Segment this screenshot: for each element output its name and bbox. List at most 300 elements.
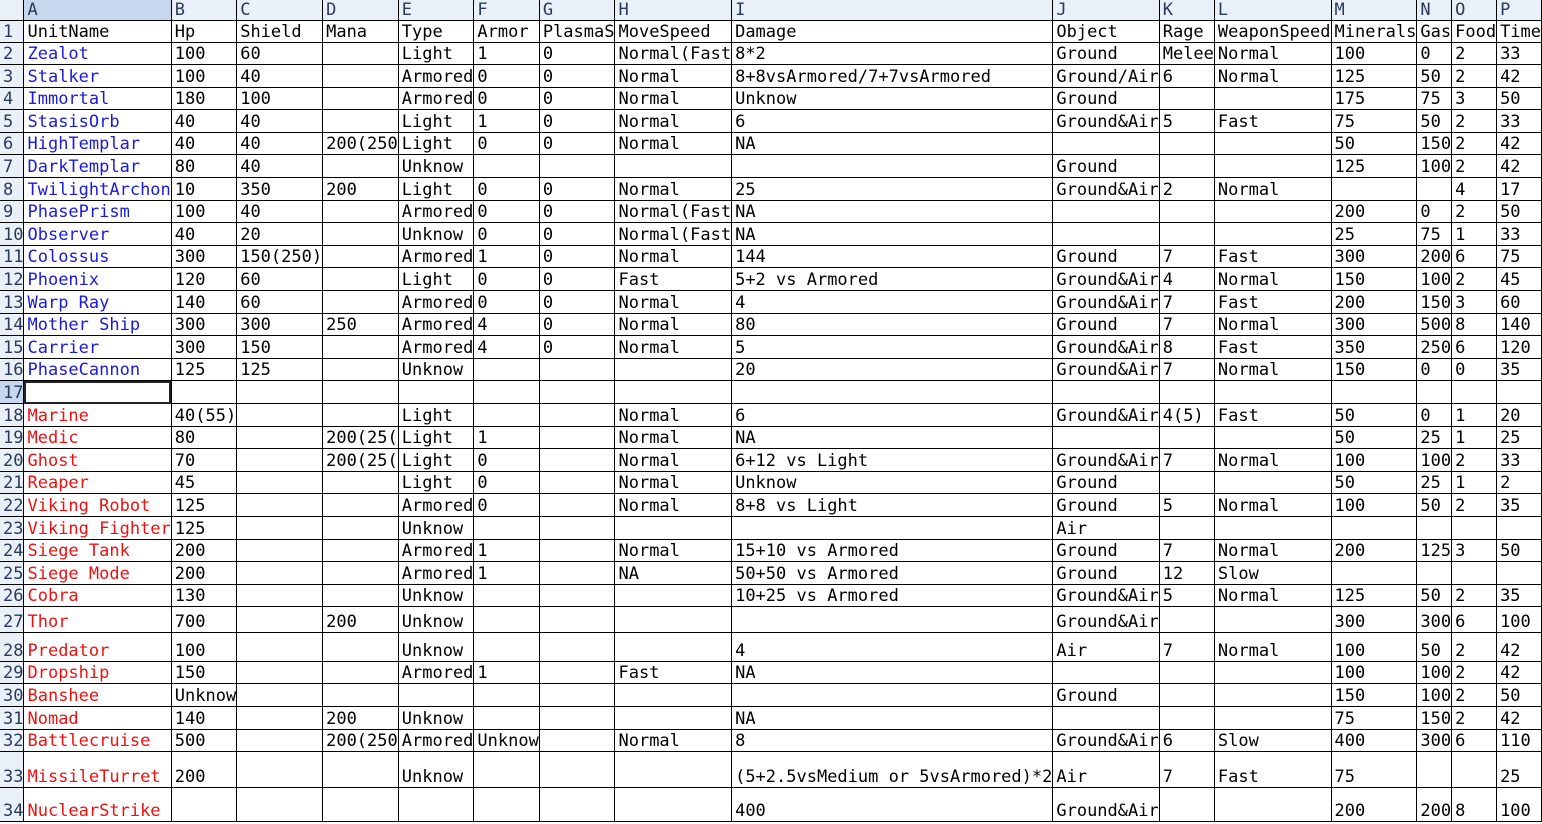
cell[interactable]: 100	[1417, 449, 1452, 472]
cell[interactable]	[237, 729, 323, 752]
cell[interactable]	[1214, 516, 1331, 539]
cell[interactable]: 2	[1452, 42, 1497, 65]
cell[interactable]: Normal	[615, 449, 732, 472]
cell[interactable]: NA	[732, 223, 1053, 246]
cell[interactable]	[323, 539, 399, 562]
cell[interactable]: 4	[474, 313, 539, 336]
cell[interactable]: 75	[1417, 87, 1452, 110]
cell[interactable]	[1452, 516, 1497, 539]
cell[interactable]: Light	[398, 449, 474, 472]
cell[interactable]: 2	[1452, 155, 1497, 178]
cell[interactable]	[1331, 562, 1417, 585]
cell[interactable]	[1214, 607, 1331, 633]
cell[interactable]: 2	[1452, 684, 1497, 707]
cell[interactable]: 2	[1497, 471, 1542, 494]
cell[interactable]	[323, 155, 399, 178]
cell[interactable]: 0	[539, 336, 615, 359]
cell[interactable]	[732, 607, 1053, 633]
cell[interactable]: 0	[1417, 358, 1452, 381]
cell[interactable]	[1214, 471, 1331, 494]
cell[interactable]: Fast	[1214, 245, 1331, 268]
cell[interactable]: 4(5)	[1159, 404, 1214, 427]
row-header[interactable]: 32	[0, 729, 24, 752]
cell[interactable]	[539, 471, 615, 494]
cell[interactable]	[615, 358, 732, 381]
cell[interactable]	[474, 584, 539, 607]
cell[interactable]: 50	[1497, 684, 1542, 707]
column-header-i[interactable]: I	[732, 0, 1053, 20]
row-header[interactable]: 6	[0, 132, 24, 155]
cell[interactable]: 0	[539, 178, 615, 201]
cell[interactable]: 50	[1331, 426, 1417, 449]
cell[interactable]: Ground&Air	[1053, 358, 1159, 381]
cell[interactable]	[1214, 381, 1331, 404]
cell[interactable]: 1	[1452, 426, 1497, 449]
cell[interactable]	[1053, 200, 1159, 223]
cell[interactable]: 60	[1497, 291, 1542, 314]
cell[interactable]: Ground	[1053, 539, 1159, 562]
cell[interactable]: Ground	[1053, 684, 1159, 707]
cell[interactable]: 200	[171, 562, 236, 585]
cell[interactable]: Light	[398, 404, 474, 427]
cell[interactable]: 100	[237, 87, 323, 110]
cell[interactable]	[1417, 516, 1452, 539]
cell[interactable]: 75	[1331, 752, 1417, 788]
cell[interactable]: 200	[323, 178, 399, 201]
cell[interactable]: NA	[615, 562, 732, 585]
cell[interactable]	[539, 607, 615, 633]
cell[interactable]: 2	[1452, 200, 1497, 223]
cell[interactable]: Unknow	[398, 607, 474, 633]
unit-name-cell[interactable]: Banshee	[24, 684, 171, 707]
cell[interactable]: Light	[398, 132, 474, 155]
cell[interactable]	[398, 788, 474, 822]
column-header-o[interactable]: O	[1452, 0, 1497, 20]
cell[interactable]	[237, 662, 323, 684]
cell[interactable]: Normal	[615, 313, 732, 336]
row-header[interactable]: 27	[0, 607, 24, 633]
cell[interactable]: Unknow	[398, 752, 474, 788]
cell[interactable]: 2	[1452, 633, 1497, 662]
cell[interactable]: Unknow	[171, 684, 236, 707]
cell[interactable]: Hp	[171, 20, 236, 42]
cell[interactable]: Normal	[615, 426, 732, 449]
cell[interactable]: Unknow	[732, 471, 1053, 494]
cell[interactable]: 35	[1497, 358, 1542, 381]
cell[interactable]: 100	[1331, 633, 1417, 662]
cell[interactable]: 200(250	[323, 729, 399, 752]
cell[interactable]: 5	[732, 336, 1053, 359]
cell[interactable]	[539, 788, 615, 822]
cell[interactable]	[323, 788, 399, 822]
row-header[interactable]: 30	[0, 684, 24, 707]
cell[interactable]: Fast	[1214, 291, 1331, 314]
cell[interactable]: 200	[171, 752, 236, 788]
cell[interactable]	[1214, 132, 1331, 155]
cell[interactable]: 100	[1331, 662, 1417, 684]
cell[interactable]: Armored	[398, 662, 474, 684]
cell[interactable]: 8+8 vs Light	[732, 494, 1053, 517]
cell[interactable]: Air	[1053, 633, 1159, 662]
row-header[interactable]: 8	[0, 178, 24, 201]
cell[interactable]	[323, 471, 399, 494]
cell[interactable]: 0	[539, 268, 615, 291]
cell[interactable]: Ground&Air	[1053, 110, 1159, 133]
cell[interactable]: 80	[171, 426, 236, 449]
cell[interactable]: 0	[474, 268, 539, 291]
cell[interactable]	[615, 752, 732, 788]
cell[interactable]	[474, 633, 539, 662]
cell[interactable]	[237, 494, 323, 517]
cell[interactable]	[1159, 684, 1214, 707]
cell[interactable]: Normal	[1214, 449, 1331, 472]
cell[interactable]: 7	[1159, 291, 1214, 314]
row-header[interactable]: 33	[0, 752, 24, 788]
cell[interactable]: 200	[323, 607, 399, 633]
cell[interactable]: Air	[1053, 516, 1159, 539]
cell[interactable]: 0	[474, 449, 539, 472]
cell[interactable]	[1159, 706, 1214, 729]
cell[interactable]	[615, 684, 732, 707]
cell[interactable]: Normal	[1214, 313, 1331, 336]
unit-name-cell[interactable]: NuclearStrike	[24, 788, 171, 822]
row-header[interactable]: 21	[0, 471, 24, 494]
cell[interactable]: 1	[474, 426, 539, 449]
cell[interactable]: Normal	[615, 494, 732, 517]
cell[interactable]: Normal	[1214, 358, 1331, 381]
cell[interactable]	[171, 381, 236, 404]
cell[interactable]	[1214, 684, 1331, 707]
cell[interactable]: 8	[1159, 336, 1214, 359]
row-header[interactable]: 2	[0, 42, 24, 65]
cell[interactable]: 50	[1331, 404, 1417, 427]
cell[interactable]: 2	[1452, 132, 1497, 155]
cell[interactable]: 33	[1497, 223, 1542, 246]
cell[interactable]	[1417, 752, 1452, 788]
cell[interactable]: 15+10 vs Armored	[732, 539, 1053, 562]
cell[interactable]: 1	[474, 42, 539, 65]
cell[interactable]: 0	[539, 245, 615, 268]
cell[interactable]: 7	[1159, 752, 1214, 788]
cell[interactable]: Normal	[615, 291, 732, 314]
cell[interactable]: Normal	[1214, 178, 1331, 201]
cell[interactable]: 100	[1417, 268, 1452, 291]
cell[interactable]	[474, 788, 539, 822]
cell[interactable]: Normal(Fast	[615, 200, 732, 223]
unit-name-cell[interactable]: Cobra	[24, 584, 171, 607]
cell[interactable]	[732, 516, 1053, 539]
cell[interactable]: 50	[1417, 494, 1452, 517]
cell[interactable]	[1452, 752, 1497, 788]
cell[interactable]: 7	[1159, 245, 1214, 268]
unit-name-cell[interactable]: Predator	[24, 633, 171, 662]
cell[interactable]	[323, 494, 399, 517]
cell[interactable]: 33	[1497, 449, 1542, 472]
cell[interactable]	[539, 729, 615, 752]
row-header[interactable]: 24	[0, 539, 24, 562]
cell[interactable]: Ground&Air	[1053, 268, 1159, 291]
cell[interactable]	[323, 752, 399, 788]
cell[interactable]: 50+50 vs Armored	[732, 562, 1053, 585]
cell[interactable]: 200	[1331, 291, 1417, 314]
cell[interactable]: 50	[1417, 65, 1452, 88]
cell[interactable]: Rage	[1159, 20, 1214, 42]
cell[interactable]	[1497, 562, 1542, 585]
cell[interactable]: Normal	[615, 404, 732, 427]
cell[interactable]: Normal	[1214, 268, 1331, 291]
cell[interactable]: Melee	[1159, 42, 1214, 65]
cell[interactable]	[323, 291, 399, 314]
unit-name-cell[interactable]: Dropship	[24, 662, 171, 684]
cell[interactable]	[323, 65, 399, 88]
cell[interactable]	[398, 381, 474, 404]
cell[interactable]: Ground&Air	[1053, 336, 1159, 359]
unit-name-cell[interactable]: Viking Fighter	[24, 516, 171, 539]
cell[interactable]: 2	[1452, 449, 1497, 472]
cell[interactable]: 6	[1452, 729, 1497, 752]
cell[interactable]	[323, 633, 399, 662]
column-header-j[interactable]: J	[1053, 0, 1159, 20]
cell[interactable]: Slow	[1214, 729, 1331, 752]
unit-name-cell[interactable]: Observer	[24, 223, 171, 246]
row-header[interactable]: 18	[0, 404, 24, 427]
unit-name-cell[interactable]: Siege Tank	[24, 539, 171, 562]
cell[interactable]: 2	[1452, 65, 1497, 88]
unit-name-cell[interactable]: PhasePrism	[24, 200, 171, 223]
cell[interactable]: 200	[323, 706, 399, 729]
cell[interactable]: 120	[171, 268, 236, 291]
unit-name-cell[interactable]: Marine	[24, 404, 171, 427]
cell[interactable]	[1452, 562, 1497, 585]
cell[interactable]	[1159, 662, 1214, 684]
cell[interactable]: 150	[1331, 268, 1417, 291]
cell[interactable]: 3	[1452, 291, 1497, 314]
cell[interactable]: 2	[1452, 110, 1497, 133]
cell[interactable]: NA	[732, 426, 1053, 449]
cell[interactable]: 100	[1331, 494, 1417, 517]
cell[interactable]: 144	[732, 245, 1053, 268]
cell[interactable]: Armor	[474, 20, 539, 42]
cell[interactable]: 300	[1331, 607, 1417, 633]
cell[interactable]: Light	[398, 268, 474, 291]
cell[interactable]: 70	[171, 449, 236, 472]
cell[interactable]: 42	[1497, 65, 1542, 88]
cell[interactable]	[1214, 87, 1331, 110]
cell[interactable]: NA	[732, 662, 1053, 684]
cell[interactable]: 500	[1417, 313, 1452, 336]
row-header[interactable]: 20	[0, 449, 24, 472]
cell[interactable]: Light	[398, 471, 474, 494]
cell[interactable]: 350	[237, 178, 323, 201]
cell[interactable]: 33	[1497, 42, 1542, 65]
row-header[interactable]: 23	[0, 516, 24, 539]
cell[interactable]: Fast	[1214, 752, 1331, 788]
cell[interactable]: 150	[1417, 291, 1452, 314]
cell[interactable]: Ground&Air	[1053, 449, 1159, 472]
unit-name-cell[interactable]: Viking Robot	[24, 494, 171, 517]
cell[interactable]: Air	[1053, 752, 1159, 788]
cell[interactable]: 100	[171, 65, 236, 88]
cell[interactable]: 35	[1497, 584, 1542, 607]
cell[interactable]: Gas	[1417, 20, 1452, 42]
cell[interactable]: 0	[539, 110, 615, 133]
cell[interactable]: 150	[1417, 132, 1452, 155]
row-header[interactable]: 25	[0, 562, 24, 585]
cell[interactable]: Ground	[1053, 245, 1159, 268]
cell[interactable]: 125	[171, 358, 236, 381]
cell[interactable]: 0	[474, 132, 539, 155]
cell[interactable]: Ground&Air	[1053, 607, 1159, 633]
cell[interactable]	[323, 200, 399, 223]
row-header[interactable]: 28	[0, 633, 24, 662]
unit-name-cell[interactable]: MissileTurret	[24, 752, 171, 788]
unit-name-cell[interactable]: Zealot	[24, 42, 171, 65]
unit-name-cell[interactable]: Thor	[24, 607, 171, 633]
cell[interactable]	[237, 516, 323, 539]
cell[interactable]	[474, 381, 539, 404]
cell[interactable]	[1159, 788, 1214, 822]
cell[interactable]: 80	[732, 313, 1053, 336]
cell[interactable]: NA	[732, 200, 1053, 223]
cell[interactable]	[539, 539, 615, 562]
cell[interactable]: Unknow	[732, 87, 1053, 110]
cell[interactable]: 17	[1497, 178, 1542, 201]
cell[interactable]: 6	[1452, 336, 1497, 359]
cell[interactable]: 0	[1417, 404, 1452, 427]
cell[interactable]: Armored	[398, 562, 474, 585]
cell[interactable]: Type	[398, 20, 474, 42]
cell[interactable]: 0	[474, 178, 539, 201]
cell[interactable]: 6	[732, 110, 1053, 133]
cell[interactable]: 4	[1452, 178, 1497, 201]
cell[interactable]: 125	[1331, 65, 1417, 88]
cell[interactable]	[323, 562, 399, 585]
row-header[interactable]: 7	[0, 155, 24, 178]
cell[interactable]: Normal(Fast	[615, 42, 732, 65]
cell[interactable]: 0	[539, 200, 615, 223]
cell[interactable]: 350	[1331, 336, 1417, 359]
cell[interactable]: 125	[1417, 539, 1452, 562]
cell[interactable]: 2	[1452, 268, 1497, 291]
row-header[interactable]: 1	[0, 20, 24, 42]
cell[interactable]	[323, 42, 399, 65]
cell[interactable]	[1159, 200, 1214, 223]
cell[interactable]: 7	[1159, 313, 1214, 336]
cell[interactable]	[1159, 607, 1214, 633]
cell[interactable]: 12	[1159, 562, 1214, 585]
cell[interactable]: 6	[1159, 65, 1214, 88]
cell[interactable]: Shield	[237, 20, 323, 42]
cell[interactable]	[615, 155, 732, 178]
cell[interactable]: 0	[474, 87, 539, 110]
cell[interactable]: Normal	[615, 336, 732, 359]
cell[interactable]: 1	[474, 562, 539, 585]
cell[interactable]: 50	[1417, 633, 1452, 662]
row-header[interactable]: 34	[0, 788, 24, 822]
cell[interactable]	[323, 268, 399, 291]
cell[interactable]: 25	[1417, 471, 1452, 494]
cell[interactable]: 4	[474, 336, 539, 359]
row-header[interactable]: 19	[0, 426, 24, 449]
cell[interactable]: Armored	[398, 65, 474, 88]
unit-name-cell[interactable]: Stalker	[24, 65, 171, 88]
unit-name-cell[interactable]: Mother Ship	[24, 313, 171, 336]
row-header[interactable]: 13	[0, 291, 24, 314]
cell[interactable]: 40	[171, 110, 236, 133]
cell[interactable]: 8+8vsArmored/7+7vsArmored	[732, 65, 1053, 88]
cell[interactable]	[615, 516, 732, 539]
unit-name-cell[interactable]: Colossus	[24, 245, 171, 268]
cell[interactable]: Ground	[1053, 155, 1159, 178]
cell[interactable]	[237, 426, 323, 449]
cell[interactable]: 42	[1497, 132, 1542, 155]
cell[interactable]: 42	[1497, 706, 1542, 729]
cell[interactable]: 300	[1417, 729, 1452, 752]
cell[interactable]: 1	[474, 539, 539, 562]
column-header-f[interactable]: F	[474, 0, 539, 20]
cell[interactable]: 200	[1417, 788, 1452, 822]
cell[interactable]: 130	[171, 584, 236, 607]
cell[interactable]	[539, 358, 615, 381]
cell[interactable]: 7	[1159, 449, 1214, 472]
cell[interactable]: 25	[1417, 426, 1452, 449]
cell[interactable]: 75	[1331, 706, 1417, 729]
unit-name-cell[interactable]: Nomad	[24, 706, 171, 729]
cell[interactable]: 0	[539, 87, 615, 110]
cell[interactable]: Ground	[1053, 562, 1159, 585]
cell[interactable]: Armored	[398, 200, 474, 223]
cell[interactable]	[539, 155, 615, 178]
cell[interactable]: 500	[171, 729, 236, 752]
cell[interactable]: 60	[237, 42, 323, 65]
cell[interactable]: 125	[1331, 155, 1417, 178]
unit-name-cell[interactable]: HighTemplar	[24, 132, 171, 155]
cell[interactable]	[323, 584, 399, 607]
cell[interactable]: 3	[1452, 87, 1497, 110]
select-all-corner[interactable]	[0, 0, 24, 20]
cell[interactable]: WeaponSpeed	[1214, 20, 1331, 42]
column-header-l[interactable]: L	[1214, 0, 1331, 20]
cell[interactable]: 25	[1497, 752, 1542, 788]
cell[interactable]	[1214, 155, 1331, 178]
cell[interactable]: Food	[1452, 20, 1497, 42]
cell[interactable]: 6	[1159, 729, 1214, 752]
cell[interactable]: 75	[1417, 223, 1452, 246]
cell[interactable]: 200	[1331, 539, 1417, 562]
cell[interactable]: Normal	[615, 110, 732, 133]
cell[interactable]: 25	[732, 178, 1053, 201]
cell[interactable]: Ground	[1053, 471, 1159, 494]
cell[interactable]	[1159, 381, 1214, 404]
cell[interactable]	[474, 706, 539, 729]
cell[interactable]: 8	[1452, 788, 1497, 822]
cell[interactable]: Normal	[1214, 42, 1331, 65]
row-header[interactable]: 26	[0, 584, 24, 607]
cell[interactable]	[1497, 516, 1542, 539]
cell[interactable]: 100	[171, 42, 236, 65]
cell[interactable]: 100	[1417, 684, 1452, 707]
cell[interactable]: 75	[1497, 245, 1542, 268]
cell[interactable]: NA	[732, 706, 1053, 729]
row-header[interactable]: 16	[0, 358, 24, 381]
cell[interactable]: 20	[237, 223, 323, 246]
cell[interactable]: 33	[1497, 110, 1542, 133]
row-header[interactable]: 29	[0, 662, 24, 684]
cell[interactable]	[237, 539, 323, 562]
cell[interactable]: Unknow	[398, 633, 474, 662]
cell[interactable]: 4	[732, 291, 1053, 314]
cell[interactable]: 300	[171, 245, 236, 268]
